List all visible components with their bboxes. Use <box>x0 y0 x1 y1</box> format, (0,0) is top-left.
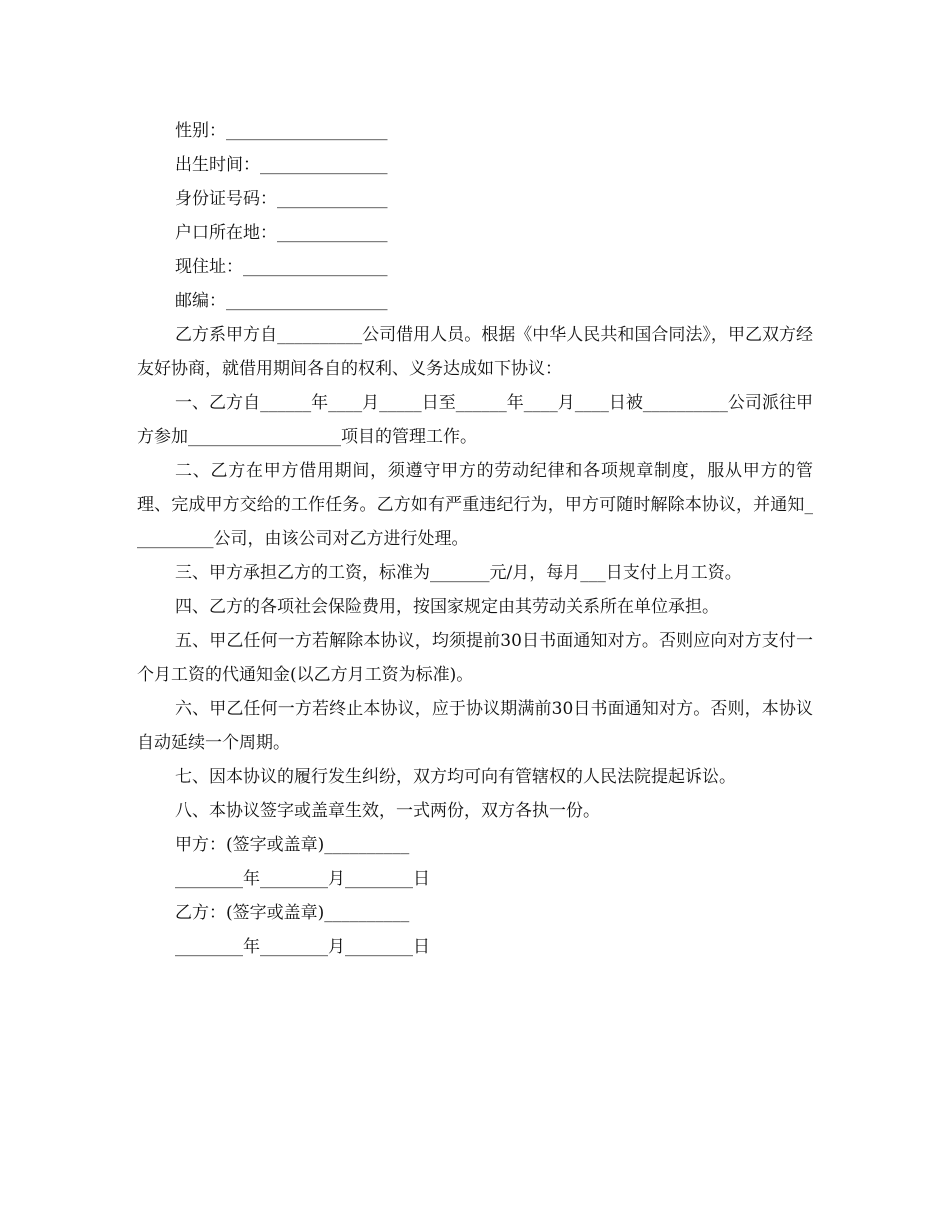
postal-code-field: 邮编：___________________ <box>175 291 388 311</box>
party-b-signature: 乙方：(签字或盖章)__________ <box>175 903 410 923</box>
clause-2: 二、乙方在甲方借用期间，须遵守甲方的劳动纪律和各项规章制度，服从甲方的管理、完成甲方交给的工作任务。乙方如有严重违纪行为，甲方可随时解除本协议，并通知__________公司，由该公司对乙方进行处理。 <box>137 461 813 549</box>
household-registration-field: 户口所在地：_____________ <box>175 223 388 243</box>
clause-6: 六、甲乙任何一方若终止本协议，应于协议期满前30日书面通知对方。否则，本协议自动延续一个周期。 <box>137 699 813 753</box>
id-number-field: 身份证号码：_____________ <box>175 189 388 209</box>
party-a-date: ________年________月________日 <box>175 869 430 889</box>
birth-date-field: 出生时间：_______________ <box>175 155 388 175</box>
clause-3: 三、甲方承担乙方的工资，标准为_______元/月，每月___日支付上月工资。 <box>175 563 742 583</box>
intro-paragraph: 乙方系甲方自__________公司借用人员。根据《中华人民共和国合同法》，甲乙双方经友好协商，就借用期间各自的权利、义务达成如下协议： <box>137 325 813 379</box>
party-a-signature: 甲方：(签字或盖章)__________ <box>175 835 410 855</box>
agreement-body <box>137 114 813 964</box>
clause-8: 八、本协议签字或盖章生效，一式两份，双方各执一份。 <box>175 801 600 821</box>
clause-7: 七、因本协议的履行发生纠纷，双方均可向有管辖权的人民法院提起诉讼。 <box>175 767 736 787</box>
gender-field: 性别：___________________ <box>175 121 388 141</box>
current-address-field: 现住址：_________________ <box>175 257 388 277</box>
clause-1: 一、乙方自______年____月_____日至______年____月____日被__________公司派往甲方参加__________________项目的管理工作。 <box>137 393 813 447</box>
party-b-date: ________年________月________日 <box>175 937 430 957</box>
clause-5: 五、甲乙任何一方若解除本协议，均须提前30日书面通知对方。否则应向对方支付一个月工资的代通知金(以乙方月工资为标准)。 <box>137 631 813 685</box>
clause-4: 四、乙方的各项社会保险费用，按国家规定由其劳动关系所在单位承担。 <box>175 597 719 617</box>
